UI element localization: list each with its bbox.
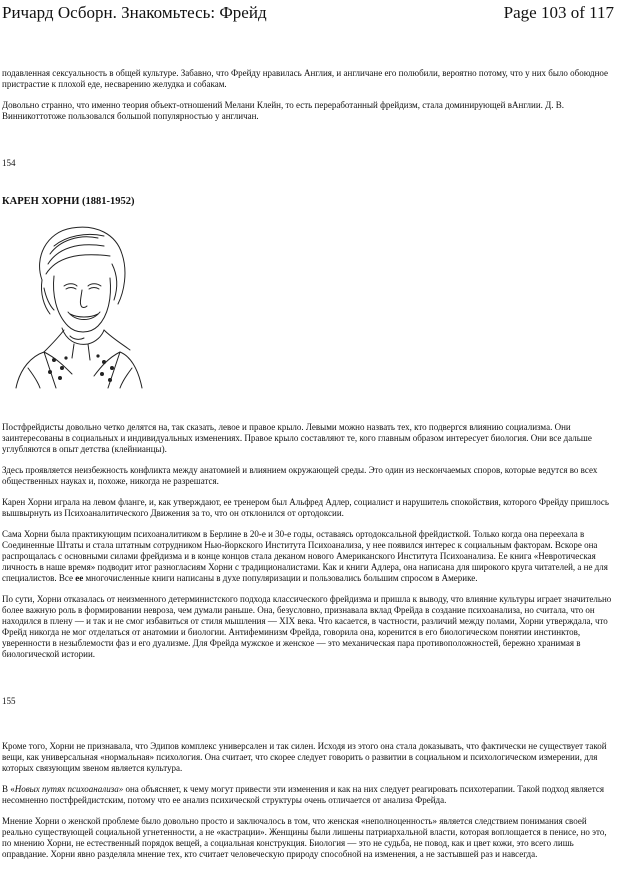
paragraph: Довольно странно, что именно теория объект-отношений Мелани Клейн, то есть переработанный фрейдизм, стала доминирующей вАнглии. Д. В. Винникоттотоже пользовался большой популярностью у англичан. <box>2 100 565 121</box>
section-heading: КАРЕН ХОРНИ (1881-1952) <box>2 196 135 207</box>
paragraph: По сути, Хорни отказалась от неизменного детерминистского подхода классического фрейдизма и пришла к выводу, что влияние культуры играет значительно более важную роль в формировании невроза, чем думали раньше. Она, безусловно, признавала вклад Фрейда в создание психоанализа, но считала, что он находился в плену — и так и не смог избавиться от стиля мышления — XIX века. Что касается, в частности, различий между полами, Хорни утверждала, что Фрейд никогда не мог отделаться от анатомии и биологии. Антифеминизм Фрейда, говорила она, коренится в его биологическом понятии инстинктов, уверенности в незыблемости фаз и его дуализме. Для Фрейда мужское и женское — это механическая пара противоположностей, бережно хранимая в биологической истории. <box>2 594 612 659</box>
page-number: 154 <box>2 158 16 168</box>
paragraph <box>2 529 616 584</box>
paragraph-text: В « <box>2 784 15 794</box>
document-title: Ричард Осборн. Знакомьтесь: Фрейд <box>2 3 267 22</box>
paragraph: подавленная сексуальность в общей культуре. Забавно, что Фрейду нравилась Англия, и англичане его полюбили, вероятно потому, что у них было обоюдное пристрастие к плохой еде, несварению желудка и собакам. <box>2 68 608 89</box>
paragraph: Карен Хорни играла на левом фланге, и, как утверждают, ее тренером был Альфред Адлер, социалист и нарушитель спокойствия, которого Фрейду пришлось вышвырнуть из Психоаналитического Движения за то, что он отклонился от ортодоксии. <box>2 497 610 518</box>
paragraph: Кроме того, Хорни не признавала, что Эдипов комплекс универсален и так силен. Исходя из этого она стала доказывать, что фактически не существует такой вещи, как универсальная «нормальная» психология. Она считает, что скорее следует говорить о развитии в социальном и психологическом измерении, для которых связующим звеном является культура. <box>2 741 607 773</box>
page-number: 155 <box>2 696 16 706</box>
page-indicator: Page 103 of 117 <box>503 3 614 22</box>
book-title: Новых путях психоанализа» <box>14 784 124 794</box>
paragraph <box>2 784 616 806</box>
paragraph: Здесь проявляется неизбежность конфликта между анатомией и влиянием окружающей среды. Это один из нескончаемых споров, которые ведутся во всех общественных науках и, похоже, никогда не разрешатся. <box>2 465 598 486</box>
paragraph: Мнение Хорни о женской проблеме было довольно просто и заключалось в том, что женская «неполноценность» является следствием понимания своей реально существующей социальной угнетенности, а не «кастрации». Женщины были лишены патриархальной власти, которая воплощается в пенисе, но это, по мнению Хорни, не естественный порядок вещей, а социальная конструкция. Биология — это не судьба, не повод, как и цвет кожи, это всего лишь оправдание. Хорни явно разделяла мнение тех, кто считает человеческую природу способной на изменения, а не застывшей раз и навсегда. <box>2 816 607 859</box>
emphasis-text: ее <box>75 573 84 583</box>
paragraph-text: она объясняет, к чему могут привести эти изменения и как на них следует реагировать психотерапии. Такой подход является несомненно постфрейдистским, потому что ее анализ психической структуры очень отличается от анализа Фрейда. <box>2 784 604 805</box>
karen-horney-portrait <box>4 218 154 392</box>
document-body <box>2 68 616 870</box>
paragraph-text: Сама Хорни была практикующим психоаналитиком в Берлине в 20-е и 30-е годы, оставаясь ортодоксальной фрейдисткой. Только когда она переехала в Соединенные Штаты и стала штатным сотрудником Нью-йоркского Института Психоанализа, у нее появился интерес к социальным факторам. Вскоре она распрощалась с основными силами фрейдизма и в конце концов стала деканом нового Американского Института Психоанализа. Ее книга «Невротическая личность в наше время» подводит итог разногласиям Хорни с традиционалистами. Как и книги Адлера, она написана для широкого круга читателей, а не для специалистов. Все <box>2 529 608 583</box>
paragraph-text: многочисленные книги написаны в духе популяризации и пользовались большим спросом в Америке. <box>85 573 478 583</box>
page-header <box>0 0 620 28</box>
paragraph: Постфрейдисты довольно четко делятся на, так сказать, левое и правое крыло. Левыми можно назвать тех, кто подвергся влиянию социализма. Они заинтересованы в социальных и индивидуальных изменениях. Правое крыло составляют те, кого главным образом интересует биология. Они все дальше углубляются в опыт детства (клейнианцы). <box>2 422 592 454</box>
